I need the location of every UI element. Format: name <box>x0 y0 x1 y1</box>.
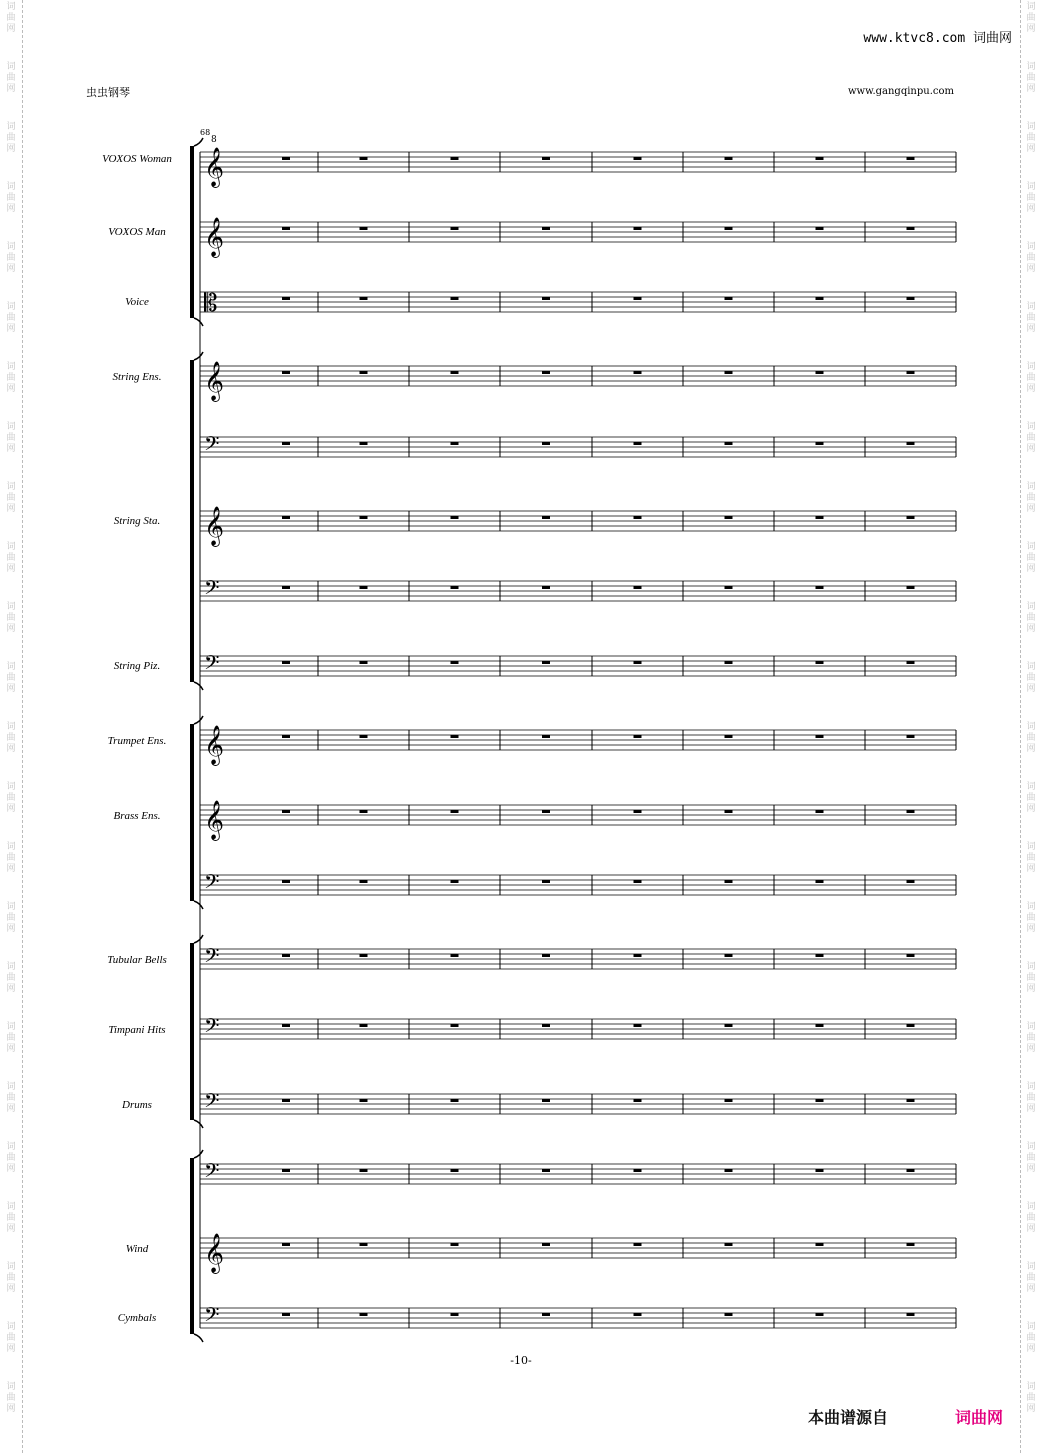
watermark-text: 词 曲 网 <box>1026 1262 1036 1294</box>
whole-rest <box>634 1024 642 1027</box>
whole-rest <box>907 1313 915 1316</box>
whole-rest <box>282 586 290 589</box>
whole-rest <box>360 442 368 445</box>
whole-rest <box>907 516 915 519</box>
whole-rest <box>725 661 733 664</box>
whole-rest <box>451 880 459 883</box>
watermark-text: 词 曲 网 <box>6 122 16 154</box>
whole-rest <box>451 1099 459 1102</box>
watermark-text: 词 曲 网 <box>6 242 16 274</box>
bass-clef-icon: 𝄢 <box>204 1159 220 1187</box>
watermark-text: 词 曲 网 <box>6 842 16 874</box>
watermark-text: 词 曲 网 <box>6 1082 16 1114</box>
watermark-text: 词 曲 网 <box>6 722 16 754</box>
whole-rest <box>451 1024 459 1027</box>
whole-rest <box>634 586 642 589</box>
whole-rest <box>725 1243 733 1246</box>
whole-rest <box>907 735 915 738</box>
whole-rest <box>282 880 290 883</box>
whole-rest <box>282 516 290 519</box>
whole-rest <box>542 880 550 883</box>
whole-rest <box>725 1313 733 1316</box>
whole-rest <box>725 371 733 374</box>
whole-rest <box>816 810 824 813</box>
watermark-text: 词 曲 网 <box>1026 242 1036 274</box>
watermark-text: 词 曲 网 <box>6 1262 16 1294</box>
watermark-text: 词 曲 网 <box>6 1202 16 1234</box>
bracket-hook <box>194 352 203 360</box>
whole-rest <box>816 1243 824 1246</box>
whole-rest <box>451 735 459 738</box>
watermark-text: 词 曲 网 <box>1026 302 1036 334</box>
watermark-text: 词 曲 网 <box>1026 662 1036 694</box>
whole-rest <box>360 1169 368 1172</box>
whole-rest <box>725 297 733 300</box>
instrument-label: VOXOS Man <box>108 226 166 238</box>
whole-rest <box>634 1243 642 1246</box>
watermark-text: 词 曲 网 <box>1026 722 1036 754</box>
whole-rest <box>816 157 824 160</box>
whole-rest <box>542 586 550 589</box>
whole-rest <box>360 157 368 160</box>
whole-rest <box>725 810 733 813</box>
watermark-text: 词 曲 网 <box>6 422 16 454</box>
bass-clef-icon: 𝄢 <box>204 432 220 460</box>
bass-clef-icon: 𝄢 <box>204 576 220 604</box>
whole-rest <box>451 954 459 957</box>
whole-rest <box>360 586 368 589</box>
watermark-text: 词 曲 网 <box>1026 122 1036 154</box>
watermark-text: 词 曲 网 <box>6 1142 16 1174</box>
treble-clef-icon: 𝄞 <box>204 800 225 840</box>
bracket-hook <box>194 935 203 943</box>
whole-rest <box>725 1099 733 1102</box>
whole-rest <box>542 810 550 813</box>
watermark-text: 词 曲 网 <box>6 962 16 994</box>
watermark-text: 词 曲 网 <box>6 482 16 514</box>
watermark-text: 词 曲 网 <box>6 62 16 94</box>
instrument-label: Trumpet Ens. <box>107 735 167 747</box>
watermark-text: 词 曲 网 <box>6 542 16 574</box>
watermark-text: 词 曲 网 <box>1026 182 1036 214</box>
whole-rest <box>451 297 459 300</box>
whole-rest <box>542 954 550 957</box>
bass-clef-icon: 𝄢 <box>204 870 220 898</box>
whole-rest <box>360 880 368 883</box>
footer-site-link[interactable]: 词曲网 <box>955 1408 1004 1427</box>
whole-rest <box>725 1169 733 1172</box>
whole-rest <box>816 735 824 738</box>
whole-rest <box>360 810 368 813</box>
whole-rest <box>634 1169 642 1172</box>
whole-rest <box>634 661 642 664</box>
whole-rest <box>282 297 290 300</box>
whole-rest <box>451 227 459 230</box>
whole-rest <box>725 735 733 738</box>
watermark-text: 词 曲 网 <box>6 662 16 694</box>
whole-rest <box>360 516 368 519</box>
whole-rest <box>360 1099 368 1102</box>
whole-rest <box>907 1169 915 1172</box>
watermark-text: 词 曲 网 <box>1026 842 1036 874</box>
whole-rest <box>282 1024 290 1027</box>
treble-clef-icon: 𝄞 <box>204 1233 225 1273</box>
whole-rest <box>634 1313 642 1316</box>
bracket-hook <box>194 138 203 146</box>
whole-rest <box>634 810 642 813</box>
whole-rest <box>634 371 642 374</box>
whole-rest <box>907 1024 915 1027</box>
watermark-text: 词 曲 网 <box>1026 422 1036 454</box>
whole-rest <box>907 297 915 300</box>
whole-rest <box>282 371 290 374</box>
whole-rest <box>725 227 733 230</box>
instrument-label: Tubular Bells <box>107 954 167 966</box>
watermark-text: 词 曲 网 <box>1026 2 1036 34</box>
whole-rest <box>816 516 824 519</box>
whole-rest <box>907 157 915 160</box>
whole-rest <box>907 371 915 374</box>
bass-clef-icon: 𝄢 <box>204 1303 220 1331</box>
whole-rest <box>907 880 915 883</box>
whole-rest <box>542 1024 550 1027</box>
whole-rest <box>816 1024 824 1027</box>
watermark-text: 词 曲 网 <box>1026 62 1036 94</box>
whole-rest <box>360 227 368 230</box>
whole-rest <box>725 1024 733 1027</box>
bass-clef-icon: 𝄢 <box>204 1014 220 1042</box>
watermark-text: 词 曲 网 <box>1026 782 1036 814</box>
bracket-hook <box>194 682 203 690</box>
whole-rest <box>451 661 459 664</box>
whole-rest <box>907 810 915 813</box>
source-url[interactable]: www.gangqinpu.com <box>847 86 954 97</box>
whole-rest <box>816 227 824 230</box>
whole-rest <box>451 1313 459 1316</box>
whole-rest <box>725 157 733 160</box>
instrument-label: Timpani Hits <box>108 1024 166 1036</box>
watermark-text: 词 曲 网 <box>1026 1322 1036 1354</box>
treble-clef-icon: 𝄞 <box>204 217 225 257</box>
watermark-text: 词 曲 网 <box>6 782 16 814</box>
whole-rest <box>907 442 915 445</box>
watermark-text: 词 曲 网 <box>6 902 16 934</box>
watermark-text: 词 曲 网 <box>1026 1082 1036 1114</box>
whole-rest <box>451 371 459 374</box>
watermark-text: 词 曲 网 <box>6 1382 16 1414</box>
whole-rest <box>725 586 733 589</box>
whole-rest <box>542 442 550 445</box>
whole-rest <box>542 297 550 300</box>
watermark-text: 词 曲 网 <box>6 1022 16 1054</box>
whole-rest <box>542 1099 550 1102</box>
treble-clef-icon: 𝄞 <box>204 725 225 765</box>
whole-rest <box>634 157 642 160</box>
bass-clef-icon: 𝄢 <box>204 651 220 679</box>
watermark-text: 词 曲 网 <box>1026 1382 1036 1414</box>
page-number: -10- <box>510 1354 532 1367</box>
whole-rest <box>634 735 642 738</box>
whole-rest <box>282 1099 290 1102</box>
treble-clef-icon: 𝄞 <box>204 361 225 401</box>
whole-rest <box>907 661 915 664</box>
watermark-text: 词 曲 网 <box>1026 962 1036 994</box>
watermark-text: 词 曲 网 <box>1026 602 1036 634</box>
alto-clef-icon: 𝄡 <box>204 289 218 317</box>
octave-marker: 8 <box>211 135 217 145</box>
whole-rest <box>360 371 368 374</box>
whole-rest <box>451 1243 459 1246</box>
whole-rest <box>816 371 824 374</box>
whole-rest <box>451 586 459 589</box>
whole-rest <box>282 810 290 813</box>
whole-rest <box>816 1313 824 1316</box>
bass-clef-icon: 𝄢 <box>204 1089 220 1117</box>
whole-rest <box>725 516 733 519</box>
whole-rest <box>360 954 368 957</box>
whole-rest <box>360 661 368 664</box>
whole-rest <box>542 1243 550 1246</box>
whole-rest <box>816 297 824 300</box>
whole-rest <box>451 516 459 519</box>
whole-rest <box>542 661 550 664</box>
watermark-text: 词 曲 网 <box>6 362 16 394</box>
watermark-text: 词 曲 网 <box>6 182 16 214</box>
whole-rest <box>816 1099 824 1102</box>
whole-rest <box>542 516 550 519</box>
whole-rest <box>282 1313 290 1316</box>
bracket-hook <box>194 1150 203 1158</box>
watermark-text: 词 曲 网 <box>1026 1202 1036 1234</box>
watermark-text: 词 曲 网 <box>1026 362 1036 394</box>
whole-rest <box>360 1243 368 1246</box>
whole-rest <box>634 1099 642 1102</box>
measure-number: 68 <box>200 128 211 137</box>
instrument-label: VOXOS Woman <box>102 153 172 165</box>
instrument-label: Brass Ens. <box>113 810 161 822</box>
treble-clef-icon: 𝄞 <box>204 147 225 187</box>
whole-rest <box>907 227 915 230</box>
footer-source-text: 本曲谱源自 <box>808 1408 889 1427</box>
whole-rest <box>634 297 642 300</box>
whole-rest <box>816 661 824 664</box>
whole-rest <box>542 157 550 160</box>
watermark-text: 词 曲 网 <box>1026 1142 1036 1174</box>
watermark-text: 词 曲 网 <box>1026 902 1036 934</box>
whole-rest <box>282 735 290 738</box>
whole-rest <box>725 954 733 957</box>
brand-label: 虫虫钢琴 <box>86 86 130 99</box>
instrument-label: Voice <box>125 296 149 308</box>
instrument-label: Cymbals <box>117 1312 157 1324</box>
whole-rest <box>725 442 733 445</box>
whole-rest <box>360 735 368 738</box>
whole-rest <box>816 1169 824 1172</box>
whole-rest <box>542 371 550 374</box>
whole-rest <box>282 661 290 664</box>
whole-rest <box>907 1243 915 1246</box>
watermark-text: 词 曲 网 <box>6 302 16 334</box>
instrument-label: Drums <box>122 1099 152 1111</box>
whole-rest <box>907 586 915 589</box>
whole-rest <box>451 1169 459 1172</box>
whole-rest <box>816 586 824 589</box>
watermark-text: 词 曲 网 <box>1026 1022 1036 1054</box>
instrument-label: String Piz. <box>113 660 161 672</box>
whole-rest <box>542 735 550 738</box>
instrument-label: String Sta. <box>113 515 161 527</box>
watermark-text: 词 曲 网 <box>6 2 16 34</box>
bass-clef-icon: 𝄢 <box>204 944 220 972</box>
whole-rest <box>542 1313 550 1316</box>
whole-rest <box>725 880 733 883</box>
whole-rest <box>907 954 915 957</box>
bracket-hook <box>194 318 203 326</box>
bracket-hook <box>194 1120 203 1128</box>
whole-rest <box>282 1169 290 1172</box>
whole-rest <box>282 1243 290 1246</box>
watermark-text: 词 曲 网 <box>1026 542 1036 574</box>
instrument-label: String Ens. <box>112 371 162 383</box>
whole-rest <box>816 442 824 445</box>
watermark-text: 词 曲 网 <box>1026 482 1036 514</box>
whole-rest <box>282 227 290 230</box>
whole-rest <box>451 157 459 160</box>
whole-rest <box>634 880 642 883</box>
whole-rest <box>451 442 459 445</box>
instrument-label: Wind <box>125 1243 149 1255</box>
whole-rest <box>360 1024 368 1027</box>
bracket-hook <box>194 901 203 909</box>
bracket-hook <box>194 1334 203 1342</box>
whole-rest <box>634 954 642 957</box>
whole-rest <box>816 880 824 883</box>
treble-clef-icon: 𝄞 <box>204 506 225 546</box>
whole-rest <box>360 297 368 300</box>
whole-rest <box>542 227 550 230</box>
site-url-top[interactable]: www.ktvc8.com 词曲网 <box>863 31 1012 46</box>
watermark-text: 词 曲 网 <box>6 1322 16 1354</box>
whole-rest <box>634 227 642 230</box>
whole-rest <box>634 516 642 519</box>
watermark-text: 词 曲 网 <box>6 602 16 634</box>
whole-rest <box>360 1313 368 1316</box>
whole-rest <box>816 954 824 957</box>
whole-rest <box>451 810 459 813</box>
whole-rest <box>542 1169 550 1172</box>
whole-rest <box>282 157 290 160</box>
whole-rest <box>282 442 290 445</box>
bracket-hook <box>194 716 203 724</box>
whole-rest <box>282 954 290 957</box>
whole-rest <box>907 1099 915 1102</box>
whole-rest <box>634 442 642 445</box>
